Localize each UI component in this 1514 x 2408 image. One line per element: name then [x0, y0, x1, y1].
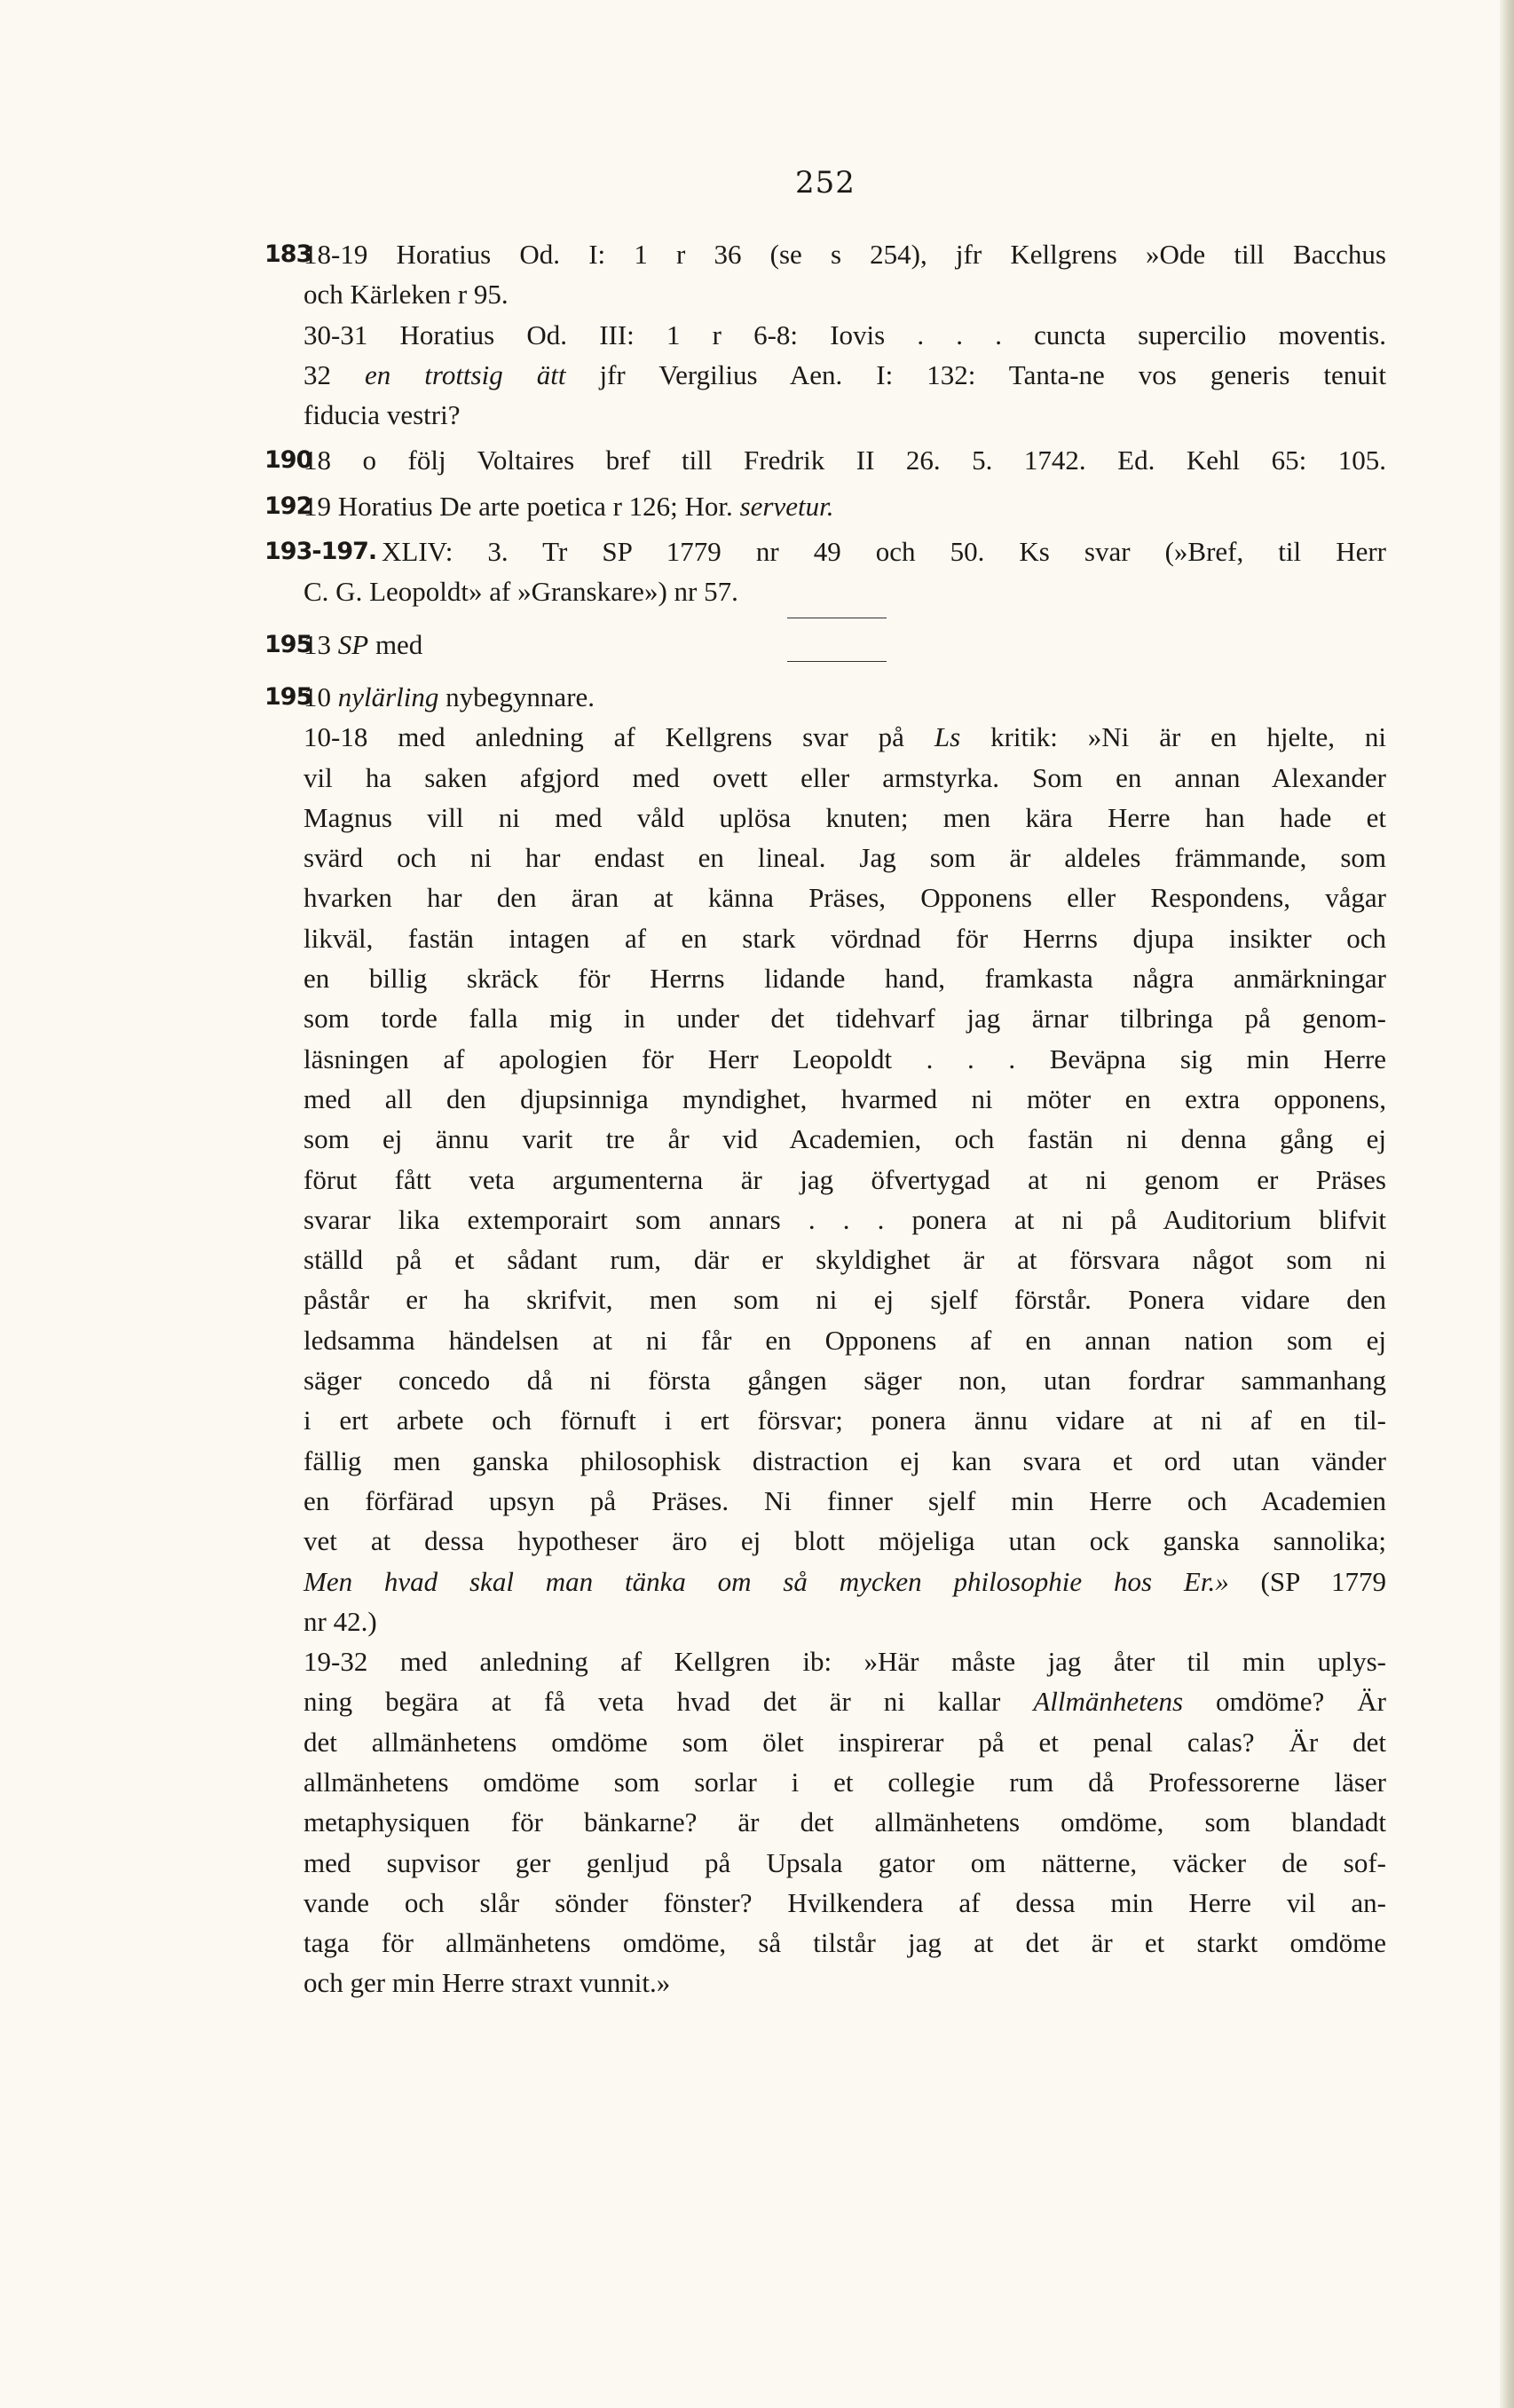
quote-line: [304, 1681, 1386, 1721]
page-ref: 195: [264, 630, 312, 658]
page-ref: 190: [264, 446, 312, 475]
quote-line: hvarken har den äran at känna Präses, Opponens eller Respondens, vågar: [304, 882, 1386, 914]
quote-line: vil ha saken afgjord med ovett eller armstyrka. Som en annan Alexander: [304, 761, 1386, 793]
entry-line: [304, 355, 1386, 395]
quote-line: fällig men ganska philosophisk distraction ej kan svara et ord utan vänder: [304, 1444, 1386, 1476]
entry-text: jfr Vergilius Aen. I: 132: Tanta-ne vos generis tenuit: [565, 358, 1387, 390]
page-ref: 195: [264, 682, 312, 711]
quote-line: vande och slår sönder fönster? Hvilkendera af dessa min Herre vil an-: [304, 1886, 1386, 1918]
quote-line: Magnus vill ni med våld uplösa knuten; men kära Herre han hade et: [304, 801, 1386, 833]
quote-line: vet at dessa hypotheser äro ej blott möjeliga utan ock ganska sannolika;: [304, 1525, 1386, 1557]
entry-line: fiducia vestri?: [304, 399, 461, 431]
line-number: 32: [304, 358, 366, 390]
page-edge: [1500, 0, 1514, 2408]
quote-line: taga för allmänhetens omdöme, så tilstår jag at det är et starkt omdöme: [304, 1927, 1386, 1959]
quote-line: som ej ännu varit tre år vid Academien, och fastän ni denna gång ej: [304, 1123, 1386, 1155]
quote-line: en förfärad upsyn på Präses. Ni finner sjelf min Herre och Academien: [304, 1484, 1386, 1516]
entry-line: 30-31 Horatius Od. III: 1 r 6-8: Iovis . . . cuncta supercilio moventis.: [304, 319, 1386, 350]
entry-line: [304, 486, 1386, 526]
quoted-phrase: Men hvad skal man tänka om så mycken philosophie hos Er.»: [304, 1565, 1229, 1597]
entry-text: ning begära at få veta hvad det är ni kallar: [304, 1686, 1034, 1718]
entry-193-197: [264, 531, 1386, 612]
entry-line: och Kärleken r 95.: [304, 279, 509, 311]
page-ref: 183: [264, 240, 312, 268]
quote-line: svärd och ni har endast en lineal. Jag som är aldeles främmande, som: [304, 842, 1386, 874]
quote-line: nr 42.): [304, 1605, 377, 1637]
quote-line: allmänhetens omdöme som sorlar i et collegie rum då Professorerne läser: [304, 1766, 1386, 1798]
quote-line: ledsamma händelsen at ni får en Opponens af en annan nation som ej: [304, 1324, 1386, 1356]
entry-text: 19 Horatius De arte poetica r 126; Hor.: [304, 490, 740, 522]
entry-183: [264, 234, 1387, 435]
quote-line: förut fått veta argumenterna är jag öfvertygad at ni genom er Präses: [304, 1163, 1386, 1195]
quote-line: med all den djupsinniga myndighet, hvarmed ni möter en extra opponens,: [304, 1082, 1386, 1114]
quote-line: det allmänhetens omdöme som ölet inspirerar på et penal calas? Är det: [304, 1726, 1386, 1758]
entry-line: 18-19 Horatius Od. I: 1 r 36 (se s 254), jfr Kellgrens »Ode till Bacchus: [304, 239, 1386, 270]
quoted-phrase: Ls: [934, 721, 961, 753]
quote-line: en billig skräck för Herrns lidande hand, framkasta några anmärkningar: [304, 963, 1386, 995]
entry-text: nybegynnare.: [438, 681, 595, 712]
entry-line: [304, 625, 1386, 665]
quote-line: och ger min Herre straxt vunnit.»: [304, 1967, 671, 1999]
entry-line: 18 o följ Voltaires bref till Fredrik II 26. 5. 1742. Ed. Kehl 65: 105.: [304, 445, 1386, 476]
quote-line: likväl, fastän intagen af en stark vördnad för Herrns djupa insikter och: [304, 922, 1386, 954]
entry-text: 10-18 med anledning af Kellgrens svar på: [304, 721, 934, 753]
commentary-body: [264, 234, 1387, 2003]
quoted-phrase: SP: [337, 628, 369, 660]
entry-text: kritik: »Ni är en hjelte, ni: [960, 721, 1386, 753]
quoted-phrase: servetur.: [739, 490, 834, 522]
entry-line: [304, 717, 1386, 757]
entry-192: [264, 486, 1386, 526]
quote-line: svarar lika extemporairt som annars . . . ponera at ni på Auditorium blifvit: [304, 1203, 1386, 1235]
entry-190: [264, 440, 1386, 480]
page-number: 252: [795, 165, 856, 201]
quote-line: i ert arbete och förnuft i ert försvar; ponera ännu vidare at ni af en til-: [304, 1405, 1386, 1436]
quote-line: med supvisor ger genljud på Upsala gator om nätterne, väcker de sof-: [304, 1846, 1386, 1878]
quote-line: som torde falla mig in under det tidehvarf jag ärnar tilbringa på genom-: [304, 1003, 1386, 1035]
entry-195-nylarling: [264, 677, 1387, 2003]
quote-line: påstår er ha skrifvit, men som ni ej sjelf förstår. Ponera vidare den: [304, 1284, 1386, 1316]
line-number: 13: [304, 628, 338, 660]
page-ref: 192: [264, 492, 312, 520]
entry-line: XLIV: 3. Tr SP 1779 nr 49 och 50. Ks svar (»Bref, til Herr: [382, 536, 1386, 568]
quote-line: säger concedo då ni första gången säger non, utan fordrar sammanhang: [304, 1365, 1386, 1397]
rule-line: [787, 661, 887, 662]
line-number: 10: [304, 681, 338, 712]
entry-text: omdöme? Är: [1183, 1686, 1386, 1718]
quoted-phrase: en trottsig ätt: [365, 358, 566, 390]
quote-line: metaphysiquen för bänkarne? är det allmänhetens omdöme, som blandadt: [304, 1806, 1386, 1838]
quote-line: [304, 1562, 1386, 1601]
citation: (SP 1779: [1228, 1565, 1387, 1597]
quote-line: läsningen af apologien för Herr Leopoldt . . . Beväpna sig min Herre: [304, 1043, 1386, 1074]
quoted-phrase: nylärling: [337, 681, 439, 712]
entry-195-sp: [264, 625, 1386, 665]
quoted-phrase: Allmänhetens: [1033, 1686, 1184, 1718]
entry-text: med: [368, 628, 423, 660]
quote-line: ställd på et sådant rum, där er skyldighet är at försvara något som ni: [304, 1244, 1386, 1276]
page-ref: 193-197.: [264, 538, 377, 566]
entry-line: [304, 677, 1386, 717]
entry-line: 19-32 med anledning af Kellgren ib: »Här måste jag åter til min uplys-: [304, 1646, 1386, 1678]
entry-line: C. G. Leopoldt» af »Granskare») nr 57.: [304, 576, 738, 608]
